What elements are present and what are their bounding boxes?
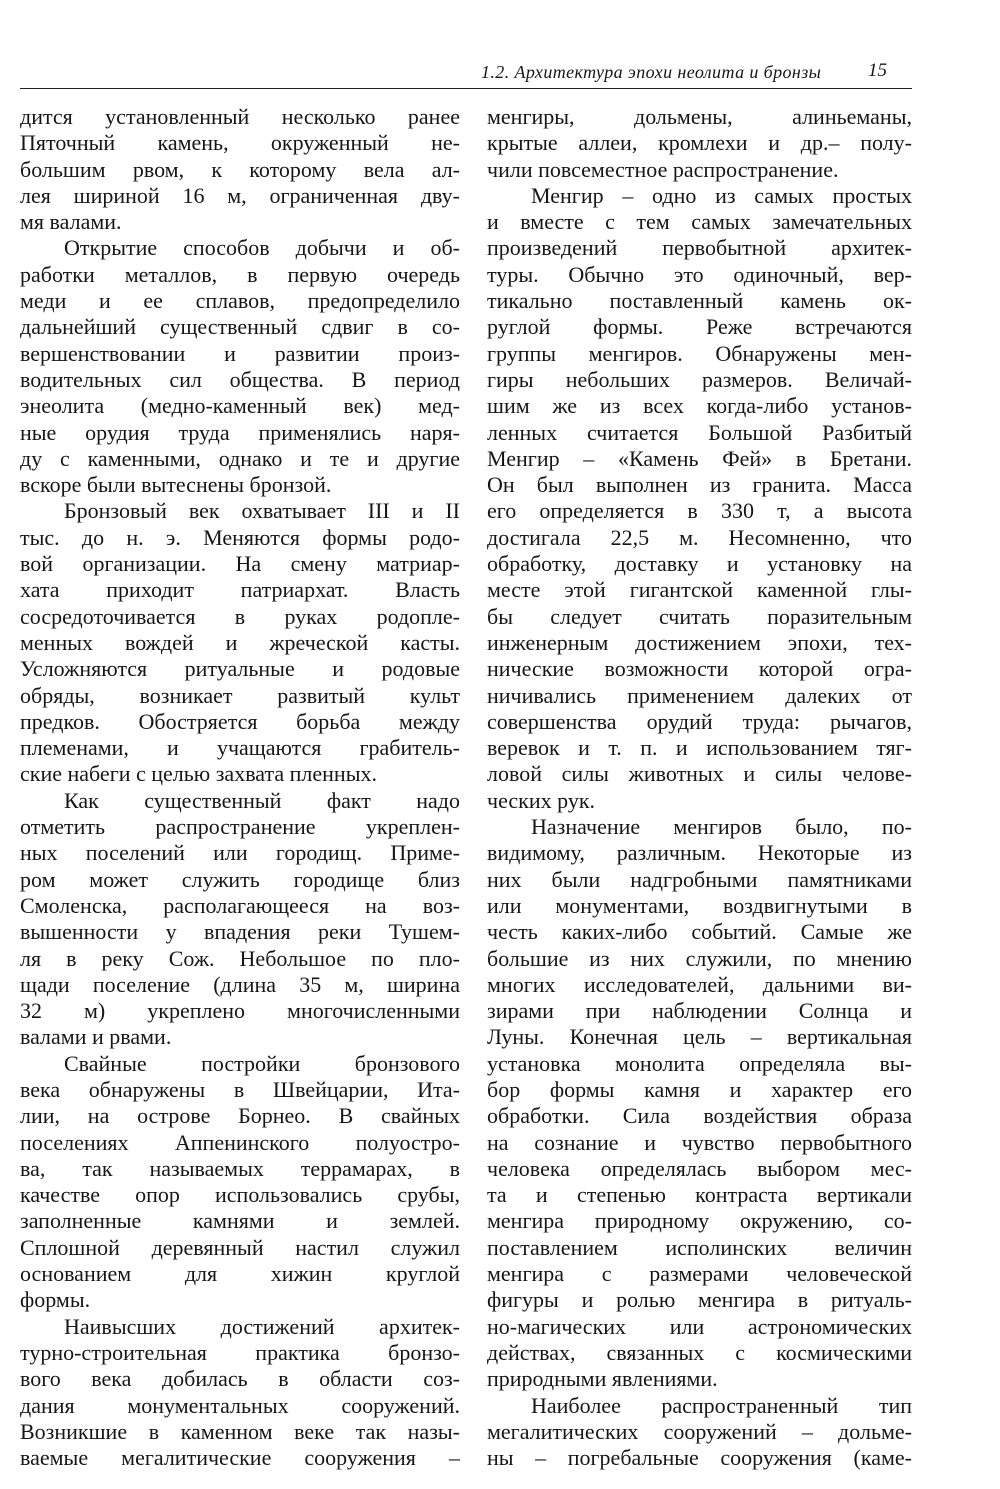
text-line: Менгир – «Камень Фей» в Бретани. bbox=[487, 445, 912, 471]
text-line: та и степенью контраста вертикали bbox=[487, 1182, 912, 1208]
text-line: тикально поставленный камень ок- bbox=[487, 288, 912, 314]
text-line: большие из них служили, по мнению bbox=[487, 945, 912, 971]
text-line: Пяточный камень, окруженный не- bbox=[20, 130, 460, 156]
text-line: и вместе с тем самых замечательных bbox=[487, 209, 912, 235]
text-line: видимому, различным. Некоторые из bbox=[487, 840, 912, 866]
text-line: работки металлов, в первую очередь bbox=[20, 261, 460, 287]
text-line: ных поселений или городищ. Приме- bbox=[20, 840, 460, 866]
text-line: многих исследователей, дальними ви- bbox=[487, 971, 912, 997]
text-line: Наиболее распространенный тип bbox=[531, 1392, 912, 1418]
text-line: природными явлениями. bbox=[487, 1366, 718, 1392]
text-line: вой организации. На смену матриар- bbox=[20, 551, 460, 577]
text-line: века обнаружены в Швейцарии, Ита- bbox=[20, 1076, 460, 1102]
running-head-title: 1.2. Архитектура эпохи неолита и бронзы bbox=[481, 62, 822, 82]
text-line: формы. bbox=[20, 1287, 91, 1313]
text-line: сосредоточивается в руках родопле- bbox=[20, 603, 460, 629]
text-line: племенами, и учащаются грабитель- bbox=[20, 735, 460, 761]
text-line: заполненные камнями и землей. bbox=[20, 1208, 460, 1234]
text-line: вершенствовании и развитии произ- bbox=[20, 340, 460, 366]
text-line: 32 м) укреплено многочисленными bbox=[20, 998, 460, 1024]
text-line: лея шириной 16 м, ограниченная дву- bbox=[20, 182, 460, 208]
text-line: ские набеги с целью захвата пленных. bbox=[20, 761, 377, 787]
text-line: поселениях Аппенинского полуостро- bbox=[20, 1129, 460, 1155]
text-line: его определяется в 330 т, а высота bbox=[487, 498, 912, 524]
paragraph bbox=[487, 814, 912, 1393]
text-line: ческих рук. bbox=[487, 787, 596, 813]
text-line: менгира с размерами человеческой bbox=[487, 1261, 912, 1287]
text-line: инженерным достижением эпохи, тех- bbox=[487, 629, 912, 655]
text-line: Назначение менгиров было, по- bbox=[531, 814, 912, 840]
text-line: ля в реку Сож. Небольшое по пло- bbox=[20, 945, 460, 971]
text-line: или монументами, воздвигнутыми в bbox=[487, 892, 912, 918]
text-line: Как существенный факт надо bbox=[64, 787, 460, 813]
text-line: Наивысших достижений архитек- bbox=[64, 1313, 460, 1339]
text-line: поставлением исполинских величин bbox=[487, 1234, 912, 1260]
text-line: чили повсеместное распространение. bbox=[487, 156, 839, 182]
text-line: менгиры, дольмены, алиньеманы, bbox=[487, 104, 912, 129]
text-line: крытые аллеи, кромлехи и др.– полу- bbox=[487, 130, 912, 156]
text-line: месте этой гигантской каменной глы- bbox=[487, 577, 912, 603]
page-number: 15 bbox=[868, 60, 887, 81]
left-text-column bbox=[20, 104, 460, 1471]
text-line: действах, связанных с космическими bbox=[487, 1339, 912, 1365]
text-line: Усложняются ритуальные и родовые bbox=[20, 656, 460, 682]
text-line: обработки. Сила воздействия образа bbox=[487, 1103, 912, 1129]
text-line: ны – погребальные сооружения (каме- bbox=[487, 1445, 912, 1471]
text-line: лии, на острове Борнео. В свайных bbox=[20, 1103, 460, 1129]
text-line: ваемые мегалитические сооружения – bbox=[20, 1445, 460, 1471]
paragraph bbox=[20, 1051, 460, 1314]
text-line: энеолита (медно-каменный век) мед- bbox=[20, 393, 460, 419]
text-line: менгира природному окружению, со- bbox=[487, 1208, 912, 1234]
text-line: достигала 22,5 м. Несомненно, что bbox=[487, 524, 912, 550]
paragraph bbox=[20, 498, 460, 787]
text-line: нические возможности которой огра- bbox=[487, 656, 912, 682]
text-line: гиры небольших размеров. Величай- bbox=[487, 366, 912, 392]
text-line: зирами при наблюдении Солнца и bbox=[487, 998, 912, 1024]
text-line: Луны. Конечная цель – вертикальная bbox=[487, 1024, 912, 1050]
text-line: менных вождей и жреческой касты. bbox=[20, 629, 460, 655]
text-line: дальнейший существенный сдвиг в со- bbox=[20, 314, 460, 340]
text-line: но-магических или астрономических bbox=[487, 1313, 912, 1339]
text-line: установка монолита определяла вы- bbox=[487, 1050, 912, 1076]
text-line: вскоре были вытеснены бронзой. bbox=[20, 472, 332, 498]
text-line: щади поселение (длина 35 м, ширина bbox=[20, 971, 460, 997]
text-line: Открытие способов добычи и об- bbox=[64, 235, 460, 261]
text-line: вого века добилась в области соз- bbox=[20, 1366, 460, 1392]
text-line: меди и ее сплавов, предопределило bbox=[20, 288, 460, 314]
text-line: предков. Обостряется борьба между bbox=[20, 708, 460, 734]
text-line: на сознание и чувство первобытного bbox=[487, 1129, 912, 1155]
text-line: основанием для хижин круглой bbox=[20, 1261, 460, 1287]
text-line: ные орудия труда применялись наря- bbox=[20, 419, 460, 445]
text-line: честь каких-либо событий. Самые же bbox=[487, 919, 912, 945]
text-line: ничивались применением далеких от bbox=[487, 682, 912, 708]
text-line: группы менгиров. Обнаружены мен- bbox=[487, 340, 912, 366]
text-line: качестве опор использовались срубы, bbox=[20, 1182, 460, 1208]
text-line: ловой силы животных и силы челове- bbox=[487, 761, 912, 787]
text-line: вышенности у впадения реки Тушем- bbox=[20, 919, 460, 945]
text-line: мегалитических сооружений – дольме- bbox=[487, 1418, 912, 1444]
text-line: Свайные постройки бронзового bbox=[64, 1050, 460, 1076]
text-line: Он был выполнен из гранита. Масса bbox=[487, 472, 912, 498]
text-line: дания монументальных сооружений. bbox=[20, 1392, 460, 1418]
text-line: большим рвом, к которому вела ал- bbox=[20, 156, 460, 182]
text-line: водительных сил общества. В период bbox=[20, 366, 460, 392]
paragraph bbox=[487, 104, 912, 183]
text-line: бы следует считать поразительным bbox=[487, 603, 912, 629]
text-line: веревок и т. п. и использованием тяг- bbox=[487, 735, 912, 761]
text-line: шим же из всех когда-либо установ- bbox=[487, 393, 912, 419]
text-line: ром может служить городище близ bbox=[20, 866, 460, 892]
text-line: хата приходит патриархат. Власть bbox=[20, 577, 460, 603]
text-line: ду с каменными, однако и те и другие bbox=[20, 445, 460, 471]
text-line: ленных считается Большой Разбитый bbox=[487, 419, 912, 445]
text-line: турно-строительная практика бронзо- bbox=[20, 1339, 460, 1365]
text-line: произведений первобытной архитек- bbox=[487, 235, 912, 261]
text-line: Сплошной деревянный настил служил bbox=[20, 1234, 460, 1260]
text-line: обряды, возникает развитый культ bbox=[20, 682, 460, 708]
header-rule bbox=[20, 88, 912, 89]
text-line: ва, так называемых террамарах, в bbox=[20, 1155, 460, 1181]
text-line: Менгир – одно из самых простых bbox=[531, 182, 912, 208]
paragraph bbox=[20, 104, 460, 235]
right-text-column bbox=[487, 104, 912, 1471]
paragraph bbox=[20, 1314, 460, 1472]
text-line: руглой формы. Реже встречаются bbox=[487, 314, 912, 340]
text-line: Смоленска, располагающееся на воз- bbox=[20, 892, 460, 918]
paragraph bbox=[487, 183, 912, 814]
text-line: Возникшие в каменном веке так назы- bbox=[20, 1418, 460, 1444]
text-line: обработку, доставку и установку на bbox=[487, 551, 912, 577]
text-line: дится установленный несколько ранее bbox=[20, 104, 460, 129]
text-line: валами и рвами. bbox=[20, 1024, 172, 1050]
paragraph bbox=[487, 1393, 912, 1472]
text-line: мя валами. bbox=[20, 209, 122, 235]
text-line: фигуры и ролью менгира в ритуаль- bbox=[487, 1287, 912, 1313]
running-head bbox=[0, 58, 1000, 88]
text-line: отметить распространение укреплен- bbox=[20, 814, 460, 840]
text-line: Бронзовый век охватывает III и II bbox=[64, 498, 460, 524]
text-line: них были надгробными памятниками bbox=[487, 866, 912, 892]
paragraph bbox=[20, 788, 460, 1051]
text-line: человека определялась выбором мес- bbox=[487, 1155, 912, 1181]
text-line: совершенства орудий труда: рычагов, bbox=[487, 708, 912, 734]
paragraph bbox=[20, 235, 460, 498]
text-line: тыс. до н. э. Меняются формы родо- bbox=[20, 524, 460, 550]
text-line: бор формы камня и характер его bbox=[487, 1076, 912, 1102]
text-line: туры. Обычно это одиночный, вер- bbox=[487, 261, 912, 287]
